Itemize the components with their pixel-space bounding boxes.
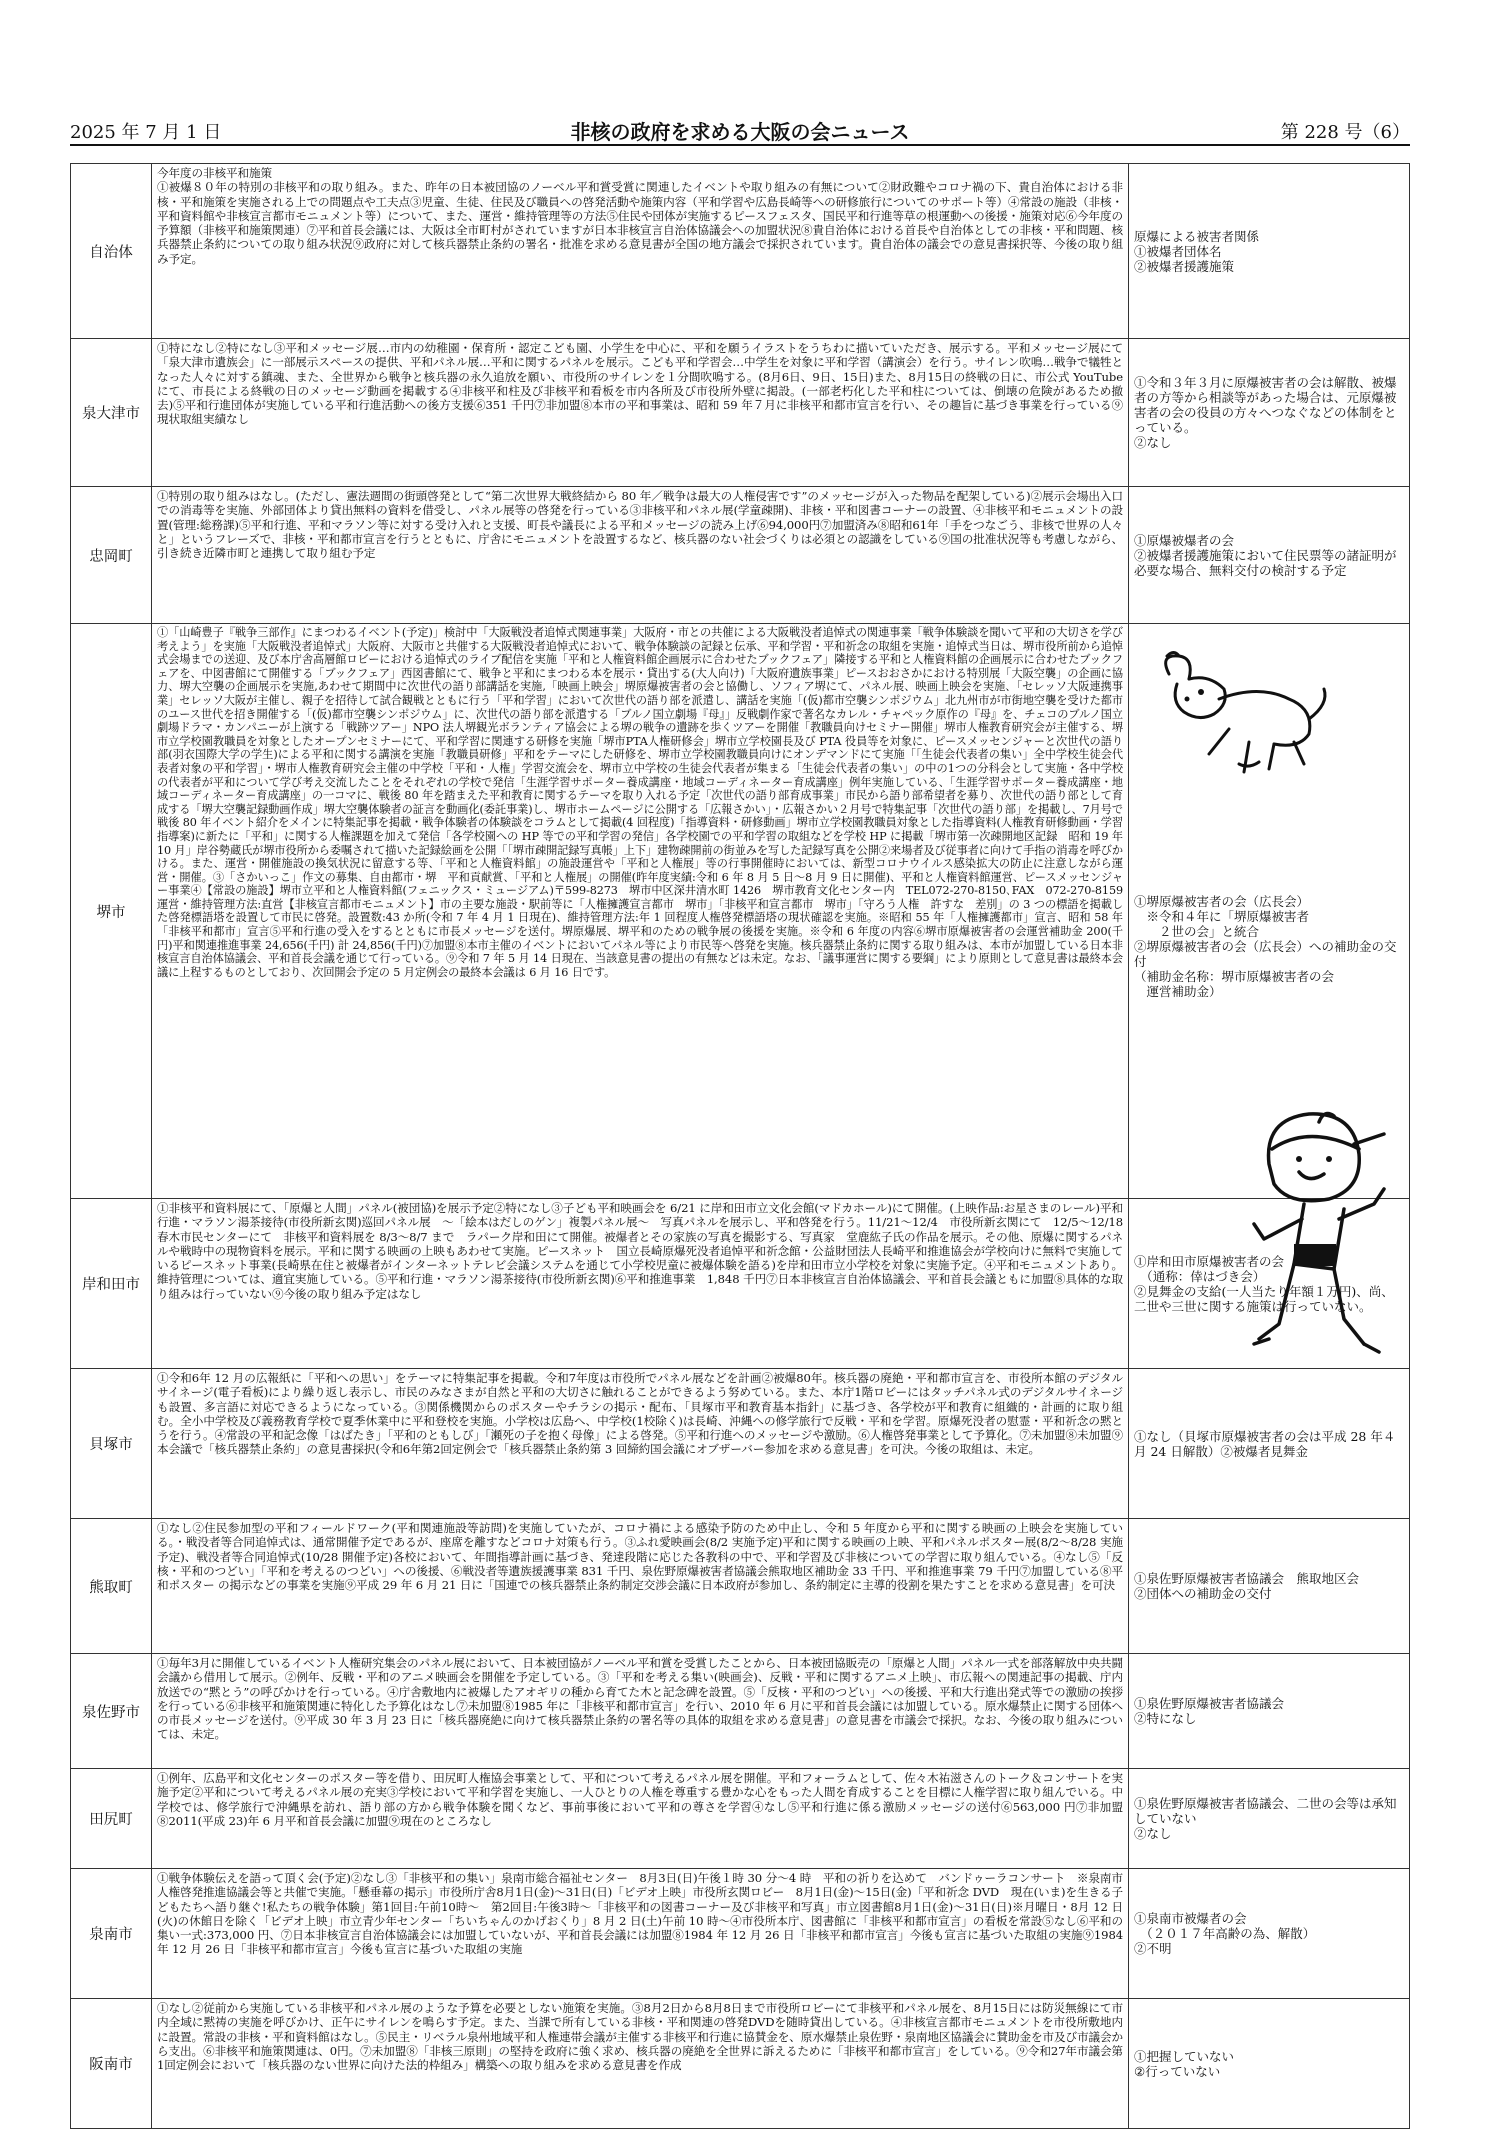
page-header bbox=[70, 116, 1410, 146]
table-row bbox=[71, 487, 1410, 624]
table-row bbox=[71, 1519, 1410, 1654]
newsletter-title: 非核の政府を求める大阪の会ニュース bbox=[570, 120, 910, 144]
municipality-name: 阪南市 bbox=[71, 1999, 152, 2129]
policy-content: ①例年、広島平和文化センターのポスター等を借り、田尻町人権協会事業として、平和について考えるパネル展を開催。平和フォーラムとして、佐々木祐滋さんのトーク＆コンサートを実施予定②平和について考えるパネル展の充実③学校において平和学習を実施し、一人ひとりの人権を尊重する豊かな心をもった人間を育成することを目標に人権学習に取り組んでいる。中学校では、修学旅行で沖縄県を訪れ、語り部の方から戦争体験を聞くなど、事前事後において平和の尊さを学習④なし⑤平和行進に係る激励メッセージの送付⑥563,000 円⑦非加盟⑧2011(平成 23)年 6 月平和首長会議に加盟⑨現在のところなし bbox=[152, 1769, 1129, 1869]
municipality-name: 泉南市 bbox=[71, 1869, 152, 1999]
policy-content: ①「山崎豊子『戦争三部作』にまつわるイベント(予定)」検討中「大阪戦没者追悼式関連事業」大阪府・市との共催による大阪戦没者追悼式の関連事業「戦争体験談を聞いて平和の大切さを学び考えよう」を実施「大阪戦没者追悼式」大阪府、大阪市と共催する大阪戦没者追悼式において、戦争体験談の記録と伝承、平和学習・平和祈念の取組を実施・追悼式当日は、堺市役所前から追悼式会場までの送迎、及び本庁舎高層館ロビーにおける追悼式のライブ配信を実施「平和と人権資料館企画展示に合わせたブックフェア」隣接する平和と人権資料館の企画展示に合わせたブックフェアを、中図書館にて開催する「ブックフェア」西図書館にて、戦争と平和にまつわる本を展示・貸出する(大人向け)「大阪府遺族事業」ピースおおさかにおける特別展「大阪空襲」の企画に協力、堺大空襲の企画展示を実施,あわせて期間中に次世代の語り部講話を実施,「映画上映会」堺原爆被害者の会と協働し、ソフィア堺にて、パネル展、映画上映会を実施、「セレッソ大阪連携事業」セレッソ大阪が主催し、親子を招待して試合観戦とともに行う「平和学習」において次世代の語り部を派遣し、講話を実施「(仮)都市空襲シンポジウム」北九州市が市街地空襲を受けた都市のユース世代を招き開催する「(仮)都市空襲シンポジウム」に、次世代の語り部を派遣する「ブルノ国立劇場『母』」反戦劇作家で著名なカレル・チャペック原作の『母』を、チェコのブルノ国立劇場ドラマ・カンパニーが上演する「戦跡ツアー」NPO 法人堺観光ボランティア協会による堺の戦争の遺跡を歩くツアーを開催「教職員向けセミナー開催」堺市人権教育研究会が主催する、堺市立学校園教職員を対象としたオープンセミナーにて、平和学習に関連する研修を実施「堺市PTA人権研修会」堺市立学校園長及び PTA 役員等を対象に、ピースメッセンジャーと次世代の語り部(羽衣国際大学の学生)による平和に関する講演を実施「教職員研修」平和をテーマにした研修を、堺市立学校園教職員向けにオンデマンドにて実施「「生徒会代表者の集い」全中学校生徒会代表者対象の平和学習」・堺市人権教育研究会主催の中学校「平和・人権」学習交流会を、堺市立中学校の生徒会代表者が集まる「生徒会代表者の集い」の中の1つの分科会として実施・各中学校の代表者が平和について学び考え交流したことをそれぞれの学校で発信「生涯学習サポーター養成講座・地域コーディネーター育成講座」例年実施している、「生涯学習サポーター養成講座・地域コーディネーター育成講座」の一コマに、戦後 80 年を踏まえた平和教育に関するテーマを取り入れる予定「次世代の語り部育成事業」市民から語り部希望者を募り、次世代の語り部として育成する「堺大空襲記録動画作成」堺大空襲体験者の証言を動画化(委託事業)し、堺市ホームページに公開する「広報さかい」・広報さかい２月号で特集記事「次世代の語り部」を掲載し、7月号で戦後 80 年イベント紹介をメインに特集記事を掲載・戦争体験者の体験談をコラムとして掲載(4 回程度)「指導資料・研修動画」堺市立学校園教職員対象とした指導資料(人権教育研修動画・学習指導案)に新たに「平和」に関する人権課題を加えて発信「各学校園への HP 等での平和学習の発信」各学校園での平和学習の取組などを学校 HP に掲載「堺市第一次疎開地区記録 昭和 19 年 10 月」岸谷勢蔵氏が堺市役所から委嘱されて描いた記録絵画を公開「「堺市疎開記録写真帳」上下」建物疎開前の街並みを写した記録写真を公開②来場者及び従事者に向けて手指の消毒を呼びかける。また、運営・開催施設の換気状況に留意する等、「平和と人権資料館」の施設運営や「平和と人権展」等の行事開催時においては、新型コロナウイルス感染拡大の防止に注意しながら運営・開催。③「さかいっこ」作文の募集、自由都市・堺 平和貢献賞、「平和と人権展」の開催(昨年度実績:令和 6 年 8 月 5 日～8 月 9 日に開催)、平和と人権資料館運営、ピースメッセンジャー事業④【常設の施設】堺市立平和と人権資料館(フェニックス・ミュージアム)〒599-8273 堺市中区深井清水町 1426 堺市教育文化センター内 TEL072-270-8150､FAX 072-270-8159 運営・維持管理方法:直営【非核宣言都市モニュメント】市の主要な施設・駅前等に「人権擁護宣言都市 堺市」「非核平和宣言都市 堺市」「守ろう人権 許すな 差別」の 3 つの標語を掲載した啓発標語塔を設置して市民に啓発。設置数:43 か所(令和 7 年 4 月 1 日現在)、維持管理方法:年 1 回程度人権啓発標語塔の現状確認を実施。※昭和 55 年「人権擁護都市」宣言、昭和 58 年「非核平和都市」宣言⑤平和行進の受入をするとともに市長メッセージを送付。堺原爆展、堺平和のための戦争展の後援を実施。※令和 6 年度の内容⑥堺市原爆被害者の会運営補助金 200(千円)平和関連推進事業 24,656(千円) 計 24,856(千円)⑦加盟⑧本市主催のイベントにおいてパネル等により市民等へ啓発を実施。核兵器禁止条約に関する取り組みは、本市が加盟している日本非核宣言自治体協議会、平和首長会議を通じて行っている。⑨令和 7 年 5 月 14 日現在、当該意見書の提出の有無などは未定。なお、「議事運営に関する要綱」により原則として意見書は最終本会議に上程するものとしており、次回開会予定の 5 月定例会の最終本会議は 6 月 16 日です。 bbox=[152, 624, 1129, 1199]
policy-content: ①特になし②特になし③平和メッセージ展…市内の幼稚園・保育所・認定こども園、小学生を中心に、平和を願うイラストをうちわに描いていただき、展示する。平和メッセージ展にて「泉大津市遺族会」に一部展示スペースの提供、平和パネル展…平和に関するパネルを展示。こども平和学習会…中学生を対象に平和学習（講演会）を行う。サイレン吹鳴…戦争で犠牲となった人々に対する鎮魂、また、全世界から戦争と核兵器の永久追放を願い、市役所のサイレンを１分間吹鳴する。(8月6日、9日、15日)また、8月15日の終戦の日に、市公式 YouTube にて、市長による終戦の日のメッセージ動画を掲載する④非核平和柱及び非核平和看板を市内各所及び市役所外壁に掲設。(一部老朽化した平和柱については、倒壊の危険があるため撤去)⑤平和行進団体が実施している平和行進活動への後方支援⑥351 千円⑦非加盟⑧本市の平和事業は、昭和 59 年７月に非核平和都市宣言を行い、その趣旨に基づき事業を行っている⑨現状取組実績なし bbox=[152, 339, 1129, 487]
municipality-name: 忠岡町 bbox=[71, 487, 152, 624]
policy-content: ①非核平和資料展にて、「原爆と人間」パネル(被団協)を展示予定②特になし③子ども平和映画会を 6/21 に岸和田市立文化会館(マドカホール)にて開催。(上映作品:お星さまのレール)平和行進・マラソン湯茶接待(市役所新玄関)巡回パネル展 ～「絵本はだしのゲン」複製パネル展～ 写真パネルを展示し、平和啓発を行う。11/21～12/4 市役所新玄関にて 12/5～12/18 春木市民センターにて 非核平和資料展を 8/3～8/7 まで ラパーク岸和田にて開催。被爆者とその家族の写真を撮影する、写真家 堂鹿紘子氏の作品を展示。その他、原爆に関するパネルや戦時中の現物資料を展示。平和に関する映画の上映もあわせて実施。ピースネット 国立長崎原爆死没者追悼平和祈念館・公益財団法人長崎平和推進協会が学校向けに無料で実施しているピースネット事業(長崎県在住と被爆者がインターネットテレビ会議システムを通じて小学校児童に被爆体験を語る)を岸和田市立小学校を対象に実施予定。④平和モニュメントあり。維持管理については、適宜実施している。⑤平和行進・マラソン湯茶接待(市役所新玄関)⑥平和推進事業 1,848 千円⑦日本非核宣言自治体協議会、平和首長会議ともに加盟⑧具体的な取り組みは行っていない⑨今後の取り組み予定はなし bbox=[152, 1199, 1129, 1369]
running-child-illustration bbox=[1224, 1094, 1394, 1394]
table-row bbox=[71, 1199, 1410, 1369]
survivor-note: ①把握していない ②行っていない bbox=[1129, 1999, 1410, 2129]
survey-table bbox=[70, 163, 1410, 2129]
municipality-name: 堺市 bbox=[71, 624, 152, 1199]
survivor-note: 原爆による被害者関係 ①被爆者団体名 ②被爆者援護施策 bbox=[1129, 164, 1410, 339]
municipality-name: 熊取町 bbox=[71, 1519, 152, 1654]
table-row bbox=[71, 1369, 1410, 1519]
survivor-note: ①なし（貝塚市原爆被害者の会は平成 28 年４月 24 日解散）②被爆者見舞金 bbox=[1129, 1369, 1410, 1519]
table-row bbox=[71, 1654, 1410, 1769]
municipality-name: 泉佐野市 bbox=[71, 1654, 152, 1769]
issue-date: 2025 年 7 月 1 日 bbox=[70, 122, 222, 143]
municipality-name: 自治体 bbox=[71, 164, 152, 339]
survivor-note: ①原爆被爆者の会 ②被爆者援護施策において住民票等の諸証明が必要な場合、無料交付の検討する予定 bbox=[1129, 487, 1410, 624]
table-row bbox=[71, 1869, 1410, 1999]
table-row bbox=[71, 1769, 1410, 1869]
table-row bbox=[71, 339, 1410, 487]
policy-content: ①特別の取り組みはなし。(ただし、憲法週間の街頭啓発として“第二次世界大戦終結から 80 年／戦争は最大の人権侵害です”のメッセージが入った物品を配架している)②展示会場出入口での消毒等を実施、外部団体より貸出無料の資料を借受し、パネル展等の啓発を行っている③非核平和パネル展(学童疎開)、非核・平和図書コーナーの設置、④非核平和モニュメントの設置(管理:総務課)⑤平和行進、平和マラソン等に対する受け入れと支援、町長や議長による平和メッセージの読み上げ⑥94,000円⑦加盟済み⑧昭和61年「手をつなごう、非核で世界の人々と」というフレーズで、非核・平和都市宣言を行うとともに、庁舎にモニュメントを設置するなど、核兵器のない社会づくりは必須との認識をしている⑨国の批准状況等も考慮しながら、引き続き近隣市町と連携して取り組む予定 bbox=[152, 487, 1129, 624]
dog-illustration bbox=[1149, 644, 1339, 784]
issue-number: 第 228 号（6） bbox=[1280, 122, 1410, 143]
survivor-note: ①泉佐野原爆被害者協議会 熊取地区会 ②団体への補助金の交付 bbox=[1129, 1519, 1410, 1654]
table-row bbox=[71, 1999, 1410, 2129]
survivor-note: ①堺原爆被害者の会（広長会） ※令和４年に「堺原爆被害者 ２世の会」と統合 ②堺原爆被害者の会（広長会）への補助金の交付 （補助金名称：堺市原爆被害者の会 運営補助金） bbox=[1129, 624, 1410, 1199]
policy-content: ①なし②住民参加型の平和フィールドワーク(平和関連施設等訪問)を実施していたが、コロナ禍による感染予防のため中止し、令和 5 年度から平和に関する映画の上映会を実施している。・戦没者等合同追悼式は、通常開催予定であるが、座席を離すなどコロナ対策も行う。③ふれ愛映画会(8/2 実施予定)平和に関する映画の上映、平和パネルポスター展(8/2～8/28 実施予定)、戦没者等合同追悼式(10/28 開催予定)各校において、年間指導計画に基づき、発達段階に応じた各教科の中で、平和学習及び非核についての学習に取り組んでいる。④なし⑤「反核・平和のつどい」「平和を考えるのつどい」への後援、⑥戦没者等遺族援護事業 831 千円、泉佐野原爆被害者協議会熊取地区補助金 33 千円、平和推進事業 79 千円⑦加盟している⑧平和ポスター の掲示などの事業を実施⑨平成 29 年 6 月 21 日に「国連での核兵器禁止条約制定交渉会議に日本政府が参加し、条約制定に主導的役割を果たすことを求める意見書」を可決 bbox=[152, 1519, 1129, 1654]
table-row bbox=[71, 624, 1410, 1199]
policy-content: ①戦争体験伝えを語って頂く会(予定)②なし③「非核平和の集い」泉南市総合福祉センター 8月3日(日)午後１時 30 分～4 時 平和の祈りを込めて バンドゥーラコンサート ※泉南市人権啓発推進協議会等と共催で実施。「懸垂幕の掲示」市役所庁舎8月1日(金)～31日(日)「ビデオ上映」市役所玄関ロビー 8月1日(金)～15日(金)「平和祈念 DVD 現在(いま)を生きる子どもたちへ語り継ぐ!私たちの戦争体験」第1回目:午前10時～ 第2回目:午後3時～「非核平和の図書コーナー及び非核平和写真」市立図書館8月1日(金)～31日(日)※月曜日・8月 12 日(火)の休館日を除く「ビデオ上映」市立青少年センター「ちいちゃんのかげおくり」8 月 2 日(土)午前 10 時～④市役所本庁、図書館に「非核平和都市宣言」の看板を常設⑤なし⑥平和の集い一式:373,000 円、⑦日本非核宣言自治体協議会には加盟していないが、平和首長会議には加盟⑧1984 年 12 月 26 日「非核平和都市宣言」今後も宣言に基づいた取組の実施⑨1984 年 12 月 26 日「非核平和都市宣言」今後も宣言に基づいた取組の実施 bbox=[152, 1869, 1129, 1999]
municipality-name: 田尻町 bbox=[71, 1769, 152, 1869]
policy-content: ①令和6年 12 月の広報紙に「平和への思い」をテーマに特集記事を掲載。令和7年度は市役所でパネル展などを計画②被爆80年。核兵器の廃絶・平和都市宣言を、市役所本館のデジタルサイネージ(電子看板)により繰り返し表示し、市民のみなさまが自然と平和の大切さに触れることができるよう努めている。また、本庁1階ロビーにはタッチパネル式のデジタルサイネージも設置、多言語に対応できるようになっている。③関係機関からのポスターやチラシの掲示・配布、「貝塚市平和教育基本指針」に基づき、各学校が平和教育に組織的・計画的に取り組む。全小中学校及び義務教育学校で夏季休業中に平和登校を実施。小学校は広島へ、中学校(1校除く)は長崎、沖縄への修学旅行で反戦・平和を学習。原爆死没者の慰霊・平和祈念の黙とうを行う。④常設の平和記念像「はばたき」「平和のともしび」「瀬死の子を抱く母像」による啓発。⑤平和行進へのメッセージや激励。⑥人権啓発事業として予算化。⑦未加盟⑧未加盟⑨本会議で「核兵器禁止条約」の意見書採択(令和6年第2回定例会で「核兵器禁止条約第 3 回締約国会議にオブザーバー参加を求める意見書」を可決。今後の取組は、未定。 bbox=[152, 1369, 1129, 1519]
policy-content: 今年度の非核平和施策 ①被爆８０年の特別の非核平和の取り組み。また、昨年の日本被団協のノーベル平和賞受賞に関連したイベントや取り組みの有無について②財政難やコロナ禍の下、貴自治体における非核・平和施策を実施される上での問題点や工夫点③児童、生徒、住民及び職員への啓発活動や施策内容（平和学習や広島長崎等への研修旅行についてのサポート等）④常設の施設（非核・平和資料館や非核宣言都市モニュメント等）について、また、運営・維持管理等の方法⑤住民や団体が実施するピースフェスタ、国民平和行進等草の根運動への後援・施策対応⑥今年度の予算額（非核平和施策関連）⑦平和首長会議には、大阪は全市町村がされていますが日本非核宣言自治体協議会への加盟状況⑧貴自治体における首長や自治体としての非核・平和問題、核兵器禁止条約についての取り組み状況⑨政府に対して核兵器禁止条約の署名・批准を求める意見書が全国の地方議会で採択されています。貴自治体の議会での意見書採択等、今後の取り組み予定。 bbox=[152, 164, 1129, 339]
survivor-note: ①泉佐野原爆被害者協議会、二世の会等は承知していない ②なし bbox=[1129, 1769, 1410, 1869]
survivor-note: ①岸和田市原爆被害者の会 （通称：倖はづき会） ②見舞金の支給(一人当たり年額１万円)、尚、二世や三世に関する施策は行っていない。 bbox=[1129, 1199, 1410, 1369]
policy-content: ①毎年3月に開催しているイベント人権研究集会のパネル展において、日本被団協がノーベル平和賞を受賞したことから、日本被団協販売の「原爆と人間」パネル一式を部落解放中央共闘会議から借用して展示。②例年、反戦・平和のアニメ映画会を開催を予定している。③「平和を考える集い(映画会)、反戦・平和に関するアニメ上映」、市広報への関連記事の掲載、庁内放送での“黙とう”の呼びかけを行っている。④庁舎敷地内に被爆したアオギリの種から育てた木と記念碑を設置。⑤「反核・平和のつどい」への後援、平和大行進出発式等での激励の挨拶を行っている⑥非核平和施策関連に特化した予算化はなし⑦未加盟⑧1985 年に「非核平和都市宣言」を行い、2010 年 6 月に平和首長会議には加盟している。原水爆禁止に関する団体への市長メッセージを送付。⑨平成 30 年 3 月 23 日に「核兵器廃絶に向けて核兵器禁止条約の署名等の具体的取組を求める意見書」の意見書を市議会で採択。なお、今後の取り組みについては、未定。 bbox=[152, 1654, 1129, 1769]
survivor-note: ①泉南市被爆者の会 （２０１７年高齢の為、解散） ②不明 bbox=[1129, 1869, 1410, 1999]
municipality-name: 岸和田市 bbox=[71, 1199, 152, 1369]
municipality-name: 貝塚市 bbox=[71, 1369, 152, 1519]
municipality-name: 泉大津市 bbox=[71, 339, 152, 487]
policy-content: ①なし②従前から実施している非核平和パネル展のような予算を必要としない施策を実施。③8月2日から8月8日まで市役所ロビーにて非核平和パネル展を、8月15日には防災無線にて市内全域に黙祷の実施を呼びかけ、正午にサイレンを鳴らす予定。また、当課で所有している非核・平和関連の啓発DVDを随時貸出している。④非核宣言都市モニュメントを市役所敷地内に設置。常設の非核・平和資料館はなし。⑤民主・リベラル泉州地域平和人権連帯会議が主催する非核平和行進に協賛金を、原水爆禁止泉佐野・泉南地区協議会に賛助金を市及び市議会から支出。⑥非核平和施策関連は、0円。⑦未加盟⑧「非核三原則」の堅持を政府に強く求め、核兵器の廃絶を全世界に訴えるために「非核平和都市宣言」をしている。⑨令和27年市議会第1回定例会において「核兵器のない世界に向けた法的枠組み」構築への取り組みを求める意見書を作成 bbox=[152, 1999, 1129, 2129]
survivor-note: ①令和３年３月に原爆被害者の会は解散、被爆者の方等から相談等があった場合は、元原爆被害者の会の役員の方々へつなぐなどの体制をとっている。 ②なし bbox=[1129, 339, 1410, 487]
survivor-note: ①泉佐野原爆被害者協議会 ②特になし bbox=[1129, 1654, 1410, 1769]
table-row bbox=[71, 164, 1410, 339]
